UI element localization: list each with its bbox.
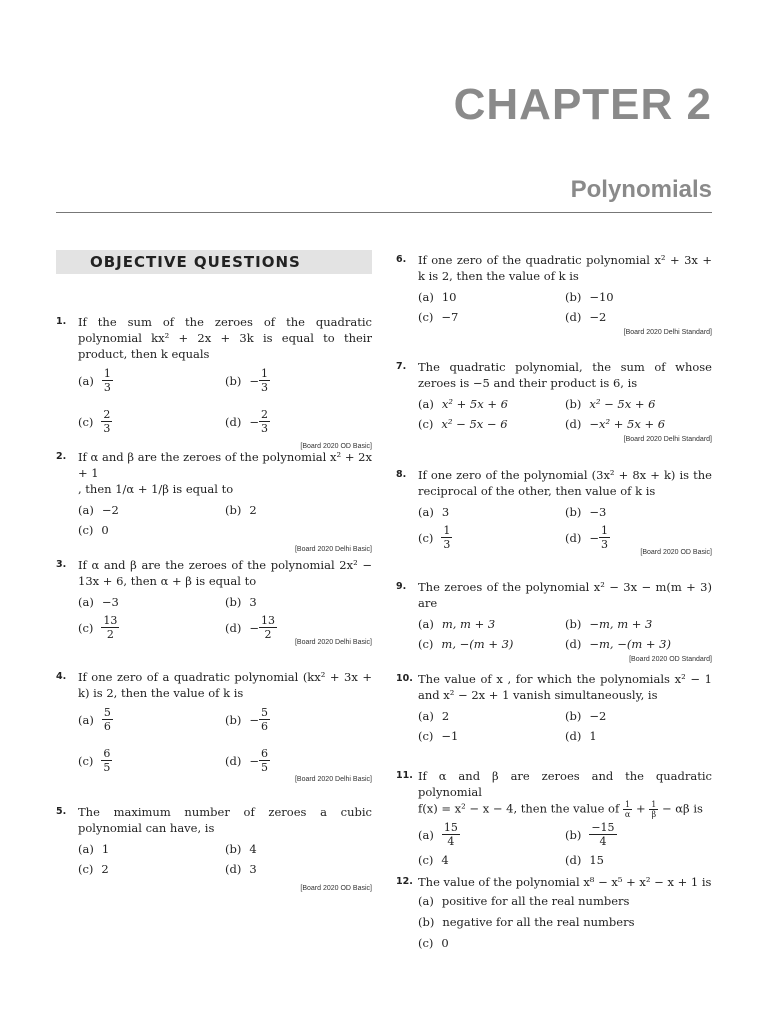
- option-c: (c) x² − 5x − 6: [418, 417, 508, 431]
- option-d: (d) − $\frac{6}{5}$: [225, 747, 268, 774]
- question-number: 2.: [56, 451, 67, 462]
- options: [418, 504, 712, 551]
- options: [418, 893, 712, 951]
- option-c: (c) 4: [418, 853, 449, 867]
- option-d: (d) 1: [565, 729, 597, 743]
- question-number: 3.: [56, 559, 67, 570]
- chapter-title: CHAPTER 2: [453, 80, 712, 129]
- option-d: (d) −2: [565, 310, 607, 324]
- option-d: (d) −x² + 5x + 6: [565, 417, 666, 431]
- option-b: (b) −2: [565, 709, 607, 723]
- option-c: (c) m, −(m + 3): [418, 637, 514, 651]
- option-d: (d) −m, −(m + 3): [565, 637, 671, 651]
- option-a: (a) $\frac{15}{4}$: [418, 821, 458, 848]
- options: [418, 708, 712, 744]
- option-c: (c) 2: [78, 862, 109, 876]
- question-number: 6.: [396, 254, 407, 265]
- source-tag: [Board 2020 Delhi Standard]: [623, 329, 712, 336]
- option-c: (c) $\frac{1}{3}$: [418, 524, 451, 551]
- question-stem: If α and β are the zeroes of the polynomial x² + 2x + 1 , then 1/α + 1/β is equal to: [78, 450, 372, 496]
- options: [78, 841, 372, 877]
- section-title: OBJECTIVE QUESTIONS: [56, 250, 372, 274]
- question-8: [396, 467, 712, 561]
- fraction: $\frac{13}{2}$: [103, 614, 118, 641]
- source-tag: [Board 2020 OD Standard]: [629, 656, 712, 663]
- question-number: 11.: [396, 770, 413, 781]
- question-stem: If one zero of the polynomial (3x² + 8x + k) is the reciprocal of the other, then value of k is: [418, 468, 712, 498]
- fraction: $\frac{-15}{4}$: [591, 821, 615, 848]
- question-12: [396, 874, 712, 951]
- option-b: (b) − $\frac{1}{3}$: [225, 367, 268, 394]
- question-number: 7.: [396, 361, 407, 372]
- option-a: (a) $\frac{5}{6}$: [78, 706, 111, 733]
- option-a: (a) 10: [418, 290, 457, 304]
- fraction: $\frac{2}{3}$: [260, 408, 268, 435]
- option-c: (c) −7: [418, 310, 459, 324]
- option-b: (b) −10: [565, 290, 614, 304]
- question-stem: The zeroes of the polynomial x² − 3x − m(m + 3) are: [418, 580, 712, 610]
- question-9: [396, 579, 712, 668]
- question-stem: If one zero of a quadratic polynomial (kx² + 3x + k) is 2, then the value of k is: [78, 670, 372, 700]
- options: [418, 821, 712, 868]
- question-number: 12.: [396, 876, 413, 887]
- option-a: (a) 2: [418, 709, 450, 723]
- option-d: (d) 3: [225, 862, 257, 876]
- option-a: (a) −2: [78, 503, 119, 517]
- question-stem: The value of x , for which the polynomials x² − 1 and x² − 2x + 1 vanish simultaneously, is: [418, 672, 712, 702]
- source-tag: [Board 2020 Delhi Basic]: [294, 776, 372, 783]
- option-b: (b) x² − 5x + 6: [565, 397, 656, 411]
- option-c: (c) $\frac{6}{5}$: [78, 747, 111, 774]
- options: [78, 367, 372, 435]
- question-number: 10.: [396, 673, 413, 684]
- question-stem: If one zero of the quadratic polynomial x² + 3x + k is 2, then the value of k is: [418, 253, 712, 283]
- option-a: (a) x² + 5x + 6: [418, 397, 508, 411]
- source-tag: [Board 2020 Delhi Basic]: [294, 546, 372, 553]
- source-tag: [Board 2020 OD Basic]: [300, 885, 372, 892]
- fraction: $\frac{15}{4}$: [443, 821, 458, 848]
- option-d: (d) − $\frac{13}{2}$: [225, 614, 275, 641]
- option-a: (a) positive for all the real numbers: [418, 894, 630, 908]
- question-1: [56, 314, 372, 455]
- options: [418, 616, 712, 652]
- options: [78, 594, 372, 641]
- question-stem: If α and β are the zeroes of the polynomial 2x² − 13x + 6, then α + β is equal to: [78, 558, 372, 588]
- question-4: [56, 669, 372, 788]
- source-tag: [Board 2020 Delhi Standard]: [623, 436, 712, 443]
- header-divider: [56, 212, 712, 213]
- question-11: [396, 768, 712, 868]
- fraction: $\frac{1}{3}$: [443, 524, 451, 551]
- source-tag: [Board 2020 Delhi Basic]: [294, 639, 372, 646]
- question-stem: The value of the polynomial x⁸ − x⁵ + x² − x + 1 is: [418, 875, 712, 889]
- question-3: [56, 557, 372, 651]
- fraction: $\frac{1}{\beta}$: [651, 800, 657, 819]
- question-2: [56, 449, 372, 558]
- question-stem: The quadratic polynomial, the sum of whose zeroes is −5 and their product is 6, is: [418, 360, 712, 390]
- option-a: (a) $\frac{1}{3}$: [78, 367, 111, 394]
- option-a: (a) 1: [78, 842, 110, 856]
- options: [78, 502, 372, 538]
- options: [418, 396, 712, 432]
- fraction: $\frac{13}{2}$: [260, 614, 275, 641]
- option-b: (b) − $\frac{5}{6}$: [225, 706, 268, 733]
- fraction: $\frac{5}{6}$: [103, 706, 111, 733]
- option-a: (a) m, m + 3: [418, 617, 496, 631]
- fraction: $\frac{1}{\alpha}$: [624, 800, 631, 819]
- question-stem: If α and β are zeroes and the quadratic polynomial f(x) = x² − x − 4, then the value of $\frac{1}{\alpha}$ + $\frac{1}{\beta}$ − αβ is: [418, 769, 712, 819]
- option-c: (c) $\frac{13}{2}$: [78, 614, 118, 641]
- option-b: (b) 4: [225, 842, 257, 856]
- option-b: (b) −m, m + 3: [565, 617, 653, 631]
- option-b: (b) 3: [225, 595, 257, 609]
- option-a: (a) 3: [418, 505, 450, 519]
- source-tag: [Board 2020 OD Basic]: [300, 443, 372, 450]
- option-b: (b) negative for all the real numbers: [418, 915, 635, 929]
- option-b: (b) 2: [225, 503, 257, 517]
- option-c: (c) 0: [418, 936, 449, 950]
- source-tag: [Board 2020 OD Basic]: [640, 549, 712, 556]
- question-number: 1.: [56, 316, 67, 327]
- question-10: [396, 671, 712, 744]
- question-number: 8.: [396, 469, 407, 480]
- option-a: (a) −3: [78, 595, 119, 609]
- option-b: (b) $\frac{-15}{4}$: [565, 821, 615, 848]
- options: [418, 289, 712, 325]
- options: [78, 706, 372, 774]
- question-6: [396, 252, 712, 341]
- question-stem: If the sum of the zeroes of the quadratic polynomial kx² + 2x + 3k is equal to their product, then k equals: [78, 315, 372, 361]
- fraction: $\frac{6}{5}$: [103, 747, 111, 774]
- fraction: $\frac{1}{3}$: [260, 367, 268, 394]
- question-5: [56, 804, 372, 897]
- question-7: [396, 359, 712, 448]
- option-c: (c) $\frac{2}{3}$: [78, 408, 111, 435]
- question-number: 9.: [396, 581, 407, 592]
- option-c: (c) 0: [78, 523, 109, 537]
- option-d: (d) 15: [565, 853, 604, 867]
- option-b: (b) −3: [565, 505, 607, 519]
- question-stem: The maximum number of zeroes a cubic polynomial can have, is: [78, 805, 372, 835]
- option-d: (d) − $\frac{1}{3}$: [565, 524, 608, 551]
- fraction: $\frac{5}{6}$: [260, 706, 268, 733]
- fraction: $\frac{1}{3}$: [103, 367, 111, 394]
- question-number: 5.: [56, 806, 67, 817]
- chapter-subtitle: Polynomials: [570, 176, 712, 203]
- fraction: $\frac{2}{3}$: [103, 408, 111, 435]
- question-number: 4.: [56, 671, 67, 682]
- option-d: (d) − $\frac{2}{3}$: [225, 408, 268, 435]
- fraction: $\frac{6}{5}$: [260, 747, 268, 774]
- option-c: (c) −1: [418, 729, 459, 743]
- fraction: $\frac{1}{3}$: [600, 524, 608, 551]
